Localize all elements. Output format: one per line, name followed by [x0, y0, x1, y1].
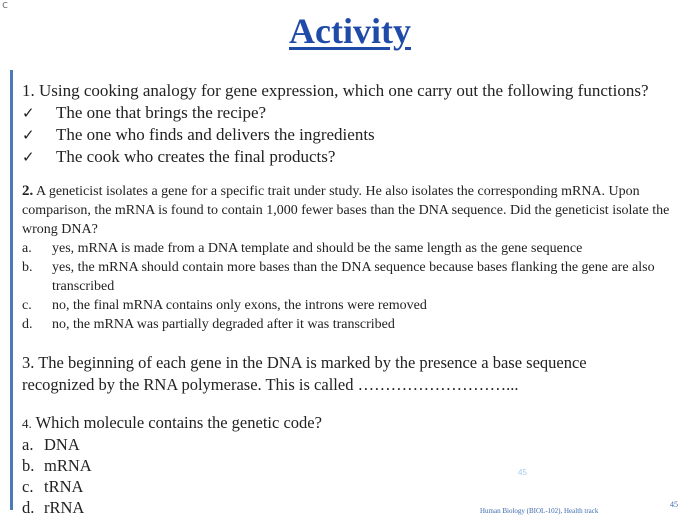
- question-4-text: Which molecule contains the genetic code?: [35, 413, 322, 432]
- question-1-item: The one that brings the recipe?: [56, 103, 267, 122]
- option-text: yes, mRNA is made from a DNA template and should be the same length as the gene sequence: [52, 241, 583, 256]
- option-letter: d.: [22, 317, 33, 332]
- option-letter: c.: [22, 477, 34, 496]
- checkmark-icon: ✓: [22, 104, 35, 122]
- question-1-item: The cook who creates the final products?: [56, 147, 336, 166]
- question-1-item: The one who finds and delivers the ingredients: [56, 125, 375, 144]
- option-b: [22, 258, 692, 296]
- faint-slide-number: 45: [518, 468, 527, 477]
- question-3: 3. The beginning of each gene in the DNA is marked by the presence a base sequence recognized by the RNA polymerase. This is called ………………………...: [22, 353, 587, 394]
- question-2-number: 2.: [22, 183, 34, 199]
- question-1-text: 1. Using cooking analogy for gene expression, which one carry out the following functions?: [22, 81, 649, 100]
- question-4-number: 4.: [22, 416, 32, 431]
- page-title: Activity: [289, 11, 411, 51]
- option-letter: b.: [22, 456, 35, 475]
- corner-mark: c: [2, 0, 9, 11]
- option-text: rRNA: [44, 498, 85, 517]
- footer-course-label: Human Biology (BIOL-102), Health track: [480, 507, 599, 515]
- option-letter: b.: [22, 260, 33, 275]
- option-text: yes, the mRNA should contain more bases than the DNA sequence because bases flanking the gene are also transcribed: [52, 260, 655, 294]
- option-b: [22, 455, 322, 476]
- checkmark-icon: ✓: [22, 148, 35, 166]
- option-letter: c.: [22, 298, 32, 313]
- option-letter: a.: [22, 435, 34, 454]
- option-d: [22, 315, 692, 334]
- option-text: no, the mRNA was partially degraded after it was transcribed: [52, 317, 395, 332]
- option-a: [22, 239, 692, 258]
- left-rule: [10, 70, 13, 510]
- question-1: [22, 80, 649, 168]
- list-item: [22, 102, 649, 124]
- option-c: [22, 296, 692, 315]
- option-text: DNA: [44, 435, 80, 454]
- option-text: tRNA: [44, 477, 84, 496]
- question-2-text: A geneticist isolates a gene for a specific trait under study. He also isolates the corresponding mRNA. Upon comparison, the mRNA is found to contain 1,000 fewer bases than the DNA sequence. Did the geneticist isolate the wrong DNA?: [22, 184, 670, 237]
- option-letter: d.: [22, 498, 35, 517]
- option-a: [22, 434, 322, 455]
- option-text: mRNA: [44, 456, 92, 475]
- option-d: [22, 497, 322, 518]
- option-letter: a.: [22, 241, 32, 256]
- question-4: [22, 412, 322, 518]
- page-number: 45: [670, 500, 678, 509]
- list-item: [22, 146, 649, 168]
- question-2: [22, 182, 692, 334]
- checkmark-icon: ✓: [22, 126, 35, 144]
- option-text: no, the final mRNA contains only exons, the introns were removed: [52, 298, 427, 313]
- option-c: [22, 476, 322, 497]
- list-item: [22, 124, 649, 146]
